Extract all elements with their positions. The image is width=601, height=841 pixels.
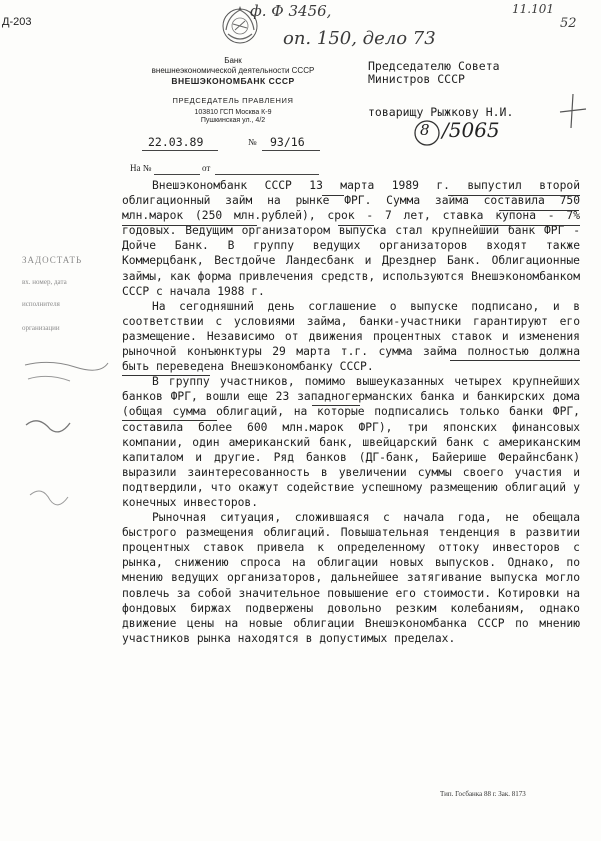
- paragraph-4: Рыночная ситуация, сложившаяся с начала года, не обещала быстрого размещения облигаций. Повышательная тенденция в развитии процентных ставок привела к определенному оттоку инвесторов с рынка, снижению спроса на облигации новых выпусков. Однако, по мнению ведущих организаторов, дальнейшее затягивание выпуска могло повлечь за собой значительное повышение его стоимости. Котировки на фондовых биржах подвержены довольно резким колебаниям, однако движение цены на новые облигации Внешэкономбанка СССР по мнению участников рынка находятся в допустимых пределах.: [122, 511, 580, 645]
- paragraph-1: Внешэкономбанк СССР 13 марта 1989 г. выпустил второй облигационный займ на рынке ФРГ. Сумма займа составила 750 млн.марок (250 млн.рублей), срок - 7 лет, ставка купона - 7% годовых. Ведущим организатором выпуска стал крупнейший банк ФРГ - Дойче Банк. В группу ведущих организаторов входят также Коммерцбанк, Вестдойче Ландесбанк и Дрезднер Банк. Облигационные займы, как форма привлечения средств, используются Внешэкономбанком СССР с начала 1988 г.: [122, 179, 580, 298]
- addressee-line-1: Председателю Совета: [368, 59, 500, 73]
- archive-fond-mark: ф. Ф 3456,: [250, 2, 332, 20]
- underline-loan: [448, 195, 580, 196]
- number-underline: [262, 150, 320, 151]
- handwritten-plus-mark: [558, 92, 588, 132]
- date-underline: [142, 150, 218, 151]
- document-date: 22.03.89: [148, 135, 204, 149]
- paragraph-3: В группу участников, помимо вышеуказанных четырех крупнейших банков ФРГ, вошли еще 23 западногерманских банка и банкирских дома (общая сумма облигаций, на которые подписались только банки ФРГ, составила более 600 млн.марок ФРГ), три японских финансовых компании, один американский банк, швейцарский банк с американским капиталом и другие. Ряд банков (ДГ-банк, Байерише Ферайнсбанк) выразили заинтересованность в увеличении суммы своего участия и подтвердили, что окажут содействие успешному размещению облигаций у конечных инвесторов.: [122, 375, 580, 509]
- archive-page-number: 52: [560, 16, 577, 31]
- underline-banks: [450, 360, 580, 361]
- incoming-number-mark: /5065: [442, 118, 500, 142]
- margin-stamp-line-2: исполнителя: [22, 300, 60, 308]
- print-footer: Тип. Госбанка 88 г. Зак. 8173: [440, 790, 526, 798]
- reference-number-label: На №: [130, 163, 152, 173]
- reference-number-line: [154, 174, 200, 175]
- underline-deadline: [312, 405, 360, 406]
- margin-stamp-title: ЗАДОСТАТЬ: [22, 255, 83, 265]
- addressee-block: [368, 60, 513, 119]
- underline-term: [338, 225, 374, 226]
- number-label: №: [248, 137, 257, 147]
- letterhead: [118, 56, 348, 124]
- reference-date-line: [215, 174, 319, 175]
- paragraph-2: На сегодняшний день соглашение о выпуске подписано, и в соответствии с условиями займа, банки-участники гарантируют его размещение. Независимо от движения процентных ставок и изменения рыночной конъюнктуры 29 марта т.г. сумма займа полностью должна быть переведена Внешэкономбанку СССР.: [122, 299, 580, 374]
- letterhead-bank: Банк: [224, 56, 242, 65]
- addressee-line-3: товарищу Рыжкову Н.И.: [368, 105, 514, 119]
- margin-stamp: [22, 255, 82, 333]
- underline-transfer: [122, 420, 217, 421]
- letterhead-postal: 103810 ГСП Москва К-9: [194, 109, 272, 116]
- document-number: 93/16: [270, 135, 305, 149]
- letter-body: [122, 178, 580, 646]
- underline-date: [322, 195, 344, 196]
- letterhead-position: ПРЕДСЕДАТЕЛЬ ПРАВЛЕНИЯ: [172, 96, 294, 105]
- underline-placement: [122, 375, 210, 376]
- letterhead-bank-short: ВНЕШЭКОНОМБАНК СССР: [171, 76, 295, 86]
- date-number-row: [148, 135, 305, 149]
- letterhead-bank-full: внешнеэкономической деятельности СССР: [151, 66, 315, 75]
- underline-rubles: [122, 225, 257, 226]
- margin-stamp-line-3: организации: [22, 324, 60, 332]
- addressee-line-2: Министров СССР: [368, 72, 465, 86]
- reference-row: [130, 163, 211, 173]
- incoming-circled-digit: 8: [420, 121, 430, 139]
- underline-rate: [480, 225, 580, 226]
- underline-amount: [499, 210, 579, 211]
- archive-opis-mark: оп. 150, дело 73: [283, 28, 436, 49]
- margin-stamp-line-1: вх. номер, дата: [22, 278, 67, 286]
- letterhead-street: Пушкинская ул., 4/2: [200, 117, 266, 124]
- margin-scribbles: [20, 355, 110, 525]
- form-code: Д-203: [2, 16, 32, 28]
- reference-date-label: от: [202, 163, 211, 173]
- archive-number-mark: 11.101: [512, 2, 554, 16]
